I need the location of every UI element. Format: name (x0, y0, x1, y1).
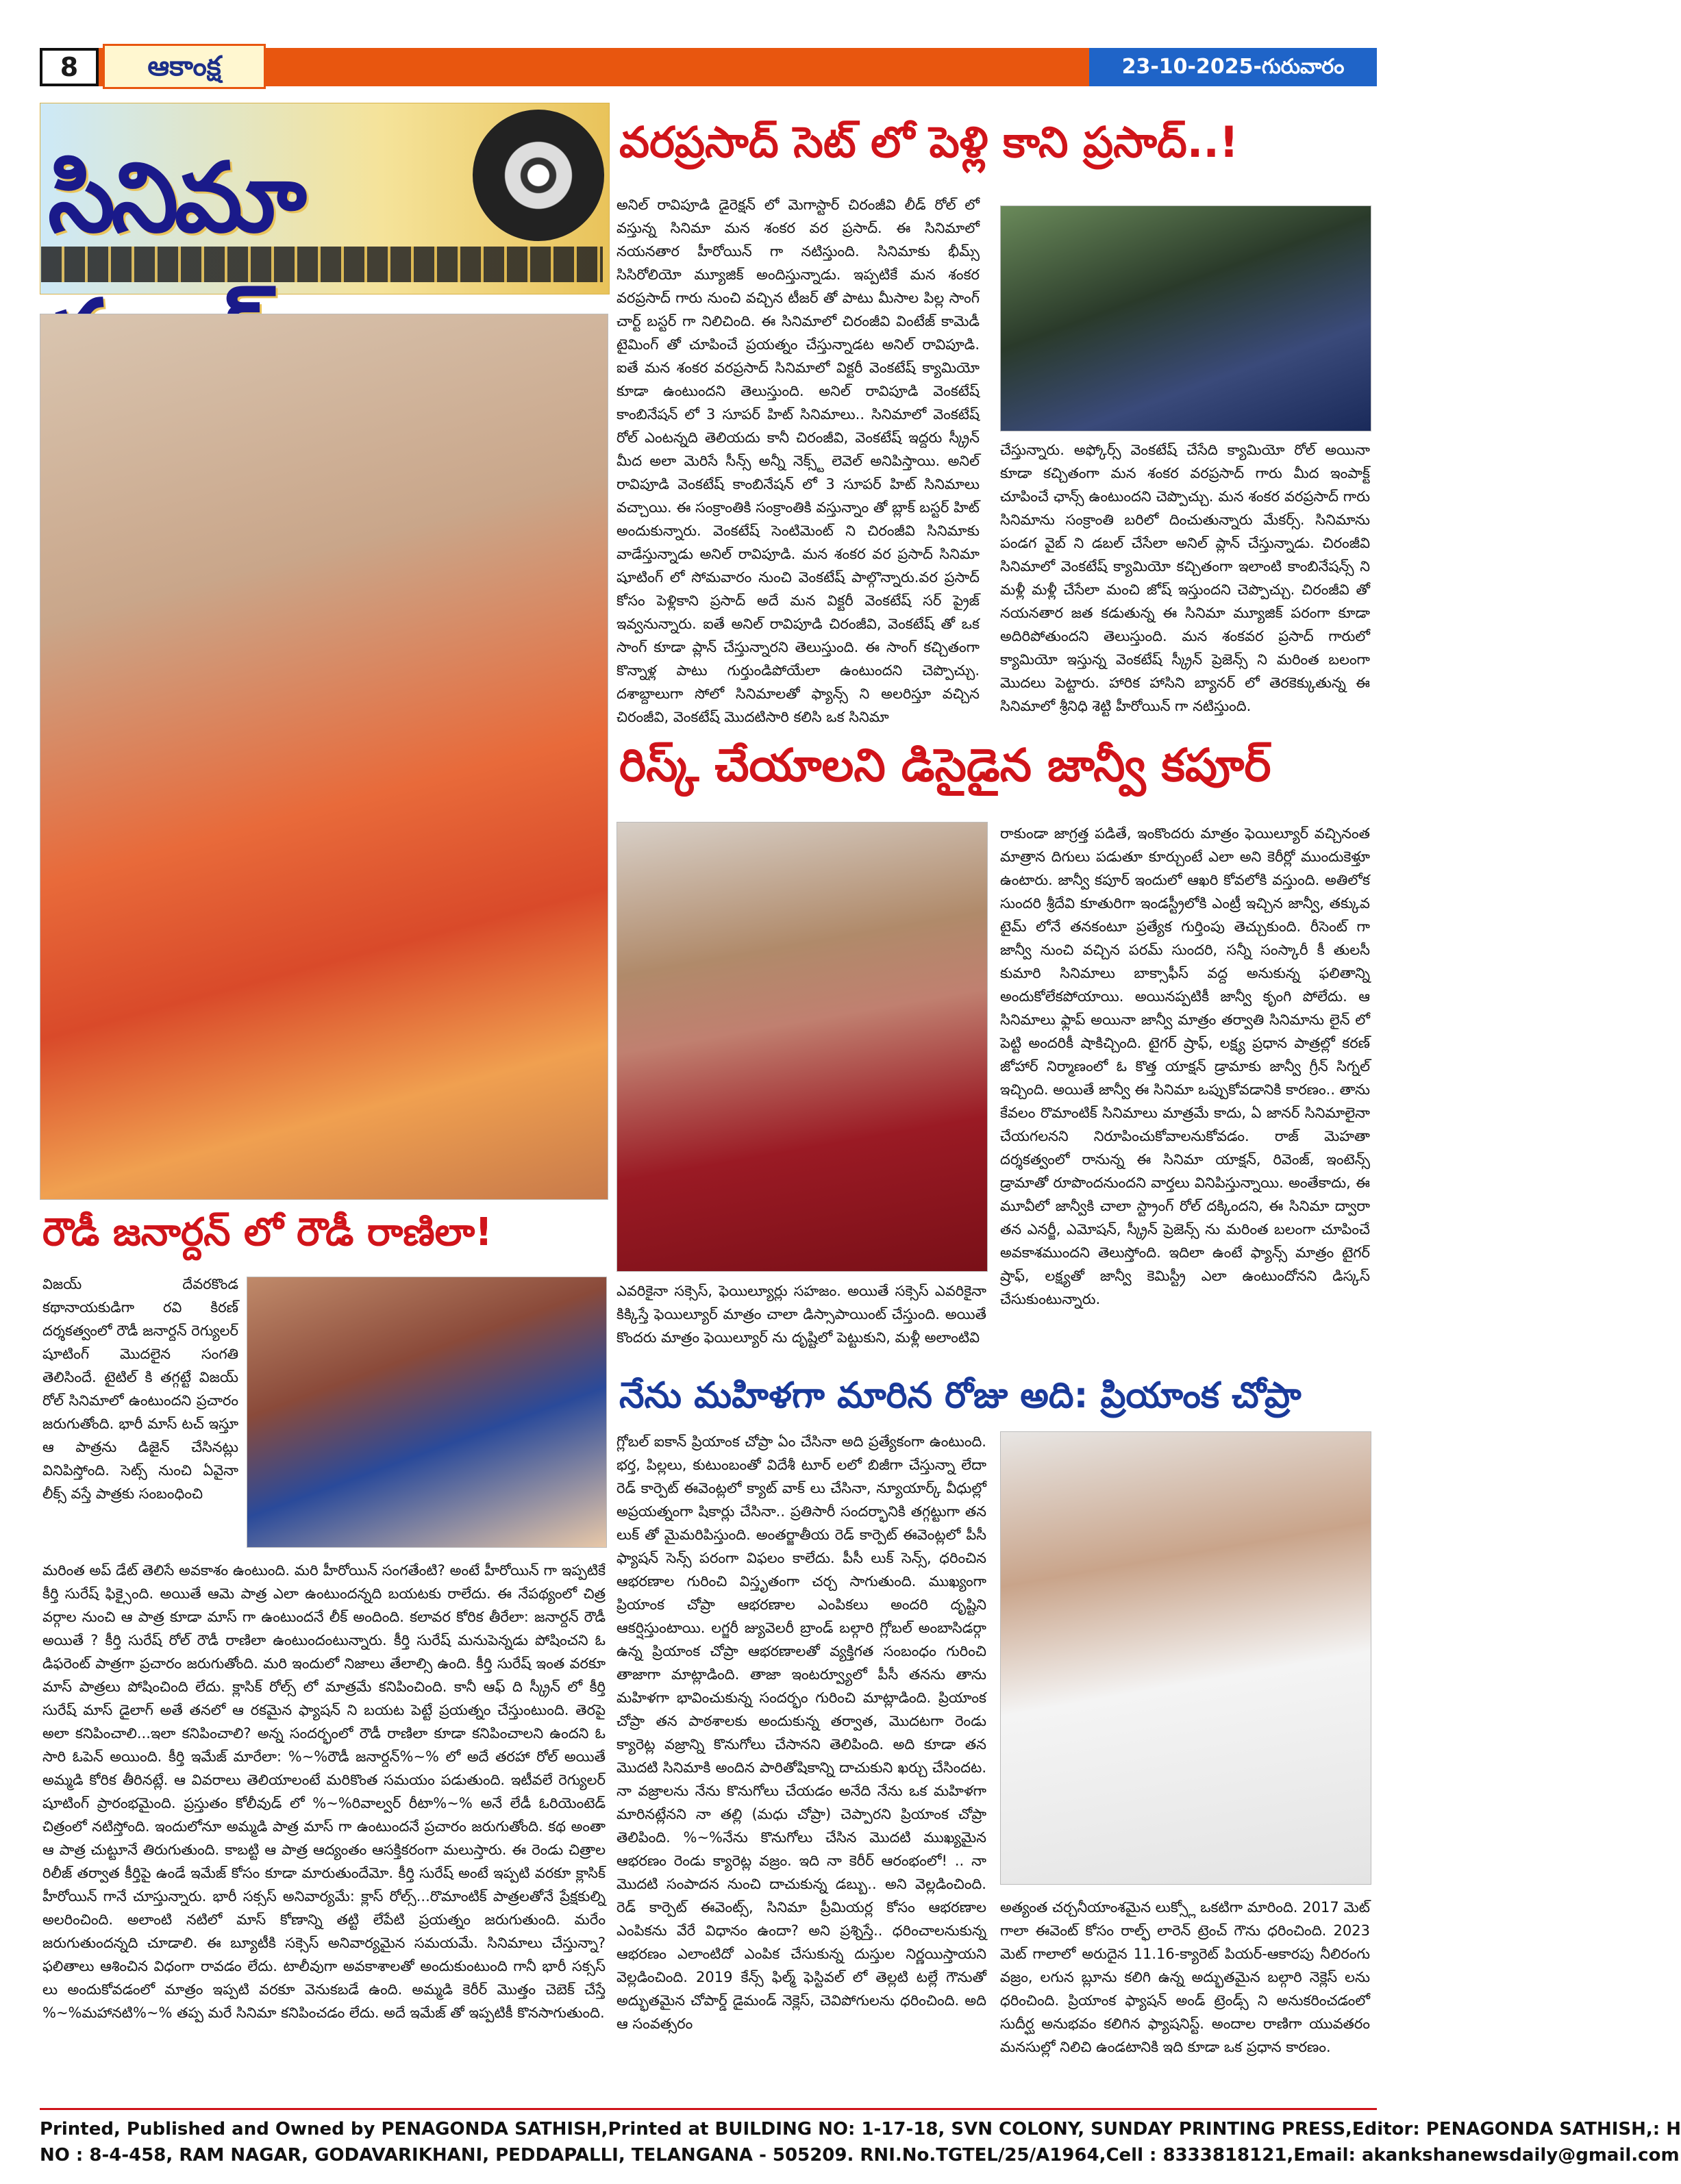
masthead-logo: ఆకాంక్ష (103, 44, 266, 89)
article3-column-left: గ్లోబల్ ఐకాన్ ప్రియాంక చోప్రా ఏం చేసినా అది ప్రత్యేకంగా ఉంటుంది. భర్త, పిల్లలు, కుటుంబంతో విదేశీ టూర్ లలో బిజీగా చేస్తున్నా లేదా రెడ్ కార్పెట్ ఈవెంట్లలో క్యాట్ వాక్ లు చేసినా, న్యూయార్క్ వీధుల్లో అప్రయత్నంగా షికార్లు చేసినా.. ప్రతిసారీ సందర్భానికి తగ్గట్టుగా తన లుక్ తో మైమరిపిస్తుంది. అంతర్జాతీయ రెడ్ కార్పెట్ ఈవెంట్లలో పీసీ ఫ్యాషన్ సెన్స్ పరంగా విఫలం కాలేదు. పీసీ లుక్ సెన్స్, ధరించిన ఆభరణాల గురించి విస్తృతంగా చర్చ సాగుతుంది. ముఖ్యంగా ప్రియాంక చోప్రా ఆభరణాల ఎంపికలు అందరి దృష్టిని ఆకర్షిస్తుంటాయి. లగ్జరీ జ్యువెలరీ బ్రాండ్ బల్గారి గ్లోబల్ అంబాసిడర్గా ఉన్న ప్రియాంక చోప్రా ఆభరణాలతో వ్యక్తిగత సంబంధం గురించి తాజాగా మాట్లాడింది. తాజా ఇంటర్వ్యూలో పీసీ తనను తాను మహిళగా భావించుకున్న సందర్భం గురించి మాట్లాడింది. ప్రియాంక చోప్రా తన పాఠశాలకు అందుకున్న తర్వాత, మొదటగా రెండు క్యారెట్ల వజ్రాన్ని కొనుగోలు చేసానని తెలిపింది. అది కూడా తన మొదటి సినిమాకి అందిన పారితోషికాన్ని దాచుకుని ఖర్చు చేసిందట. నా వజ్రాలను నేను కొనుగోలు చేయడం అనేది నేను ఒక మహిళగా మారినట్లేనని నా తల్లి (మధు చోప్రా) చెప్పారని ప్రియాంక చోప్రా తెలిపింది. %~%నేను కొనుగోలు చేసిన మొదటి ముఖ్యమైన ఆభరణం రెండు క్యారెట్ల వజ్రం. ఇది నా కెరీర్ ఆరంభంలో! .. నా మొదటి సంపాదన నుంచి దాచుకున్న డబ్బు.. అని వెల్లడించింది. రెడ్ కార్పెట్ ఈవెంట్స్, సినిమా ప్రీమియర్ల కోసం ఆభరణాల ఎంపికను వేరే విధానం ఉందా? అని ప్రశ్నిస్తే.. ధరించాలనుకున్న ఆభరణం ఎలాంటిదో ఎంపిక చేసుకున్న దుస్తుల నిర్ణయిస్తాయని వెల్లడించింది. 2019 కేన్స్ ఫిల్మ్ ఫెస్టివల్ లో తెల్లటి టల్లే గౌనుతో అద్భుతమైన చోపార్డ్ డైమండ్ నెక్లెస్, చెవిపోగులను ధరించింది. అది ఆ సంవత్సరం (617, 1433, 986, 2032)
janhvi-kapoor-photo (617, 822, 988, 1272)
article3-headline: నేను మహిళగా మారిన రోజు అది: ప్రియాంక చోప్రా (619, 1375, 1302, 1416)
actress-photo-large (40, 314, 608, 1200)
article1-headline: వరప్రసాద్ సెట్ లో పెళ్లి కాని ప్రసాద్..! (619, 117, 1239, 167)
article2-column-bottom: ఎవరికైనా సక్సెస్, ఫెయిల్యూర్లు సహజం. అయితే సక్సెస్ ఎవరికైనా కిక్కిస్తే ఫెయిల్యూర్ మాత్రం చాలా డిస్సాపాయింట్ చేస్తుంది. అయితే కొందరు మాత్రం ఫెయిల్యూర్ ను దృష్టిలో పెట్టుకుని, మళ్లీ అలాంటివి (617, 1283, 986, 1346)
imprint-line-1: Printed, Published and Owned by PENAGONDA SATHISH,Printed at BUILDING NO: 1-17-18, SVN COLONY, SUNDAY PRINTING PRESS,Editor: PENAGONDA SATHISH,: H (40, 2119, 1681, 2139)
priyanka-chopra-photo (1000, 1431, 1371, 1885)
article1-column-left: అనిల్ రావిపూడి డైరెక్షన్ లో మెగాస్టార్ చిరంజీవి లీడ్ రోల్ లో వస్తున్న సినిమా మన శంకర వర ప్రసాద్. ఈ సినిమాలో నయనతార హీరోయిన్ గా నటిస్తుంది. సినిమాకు భీమ్స్ సిసిరోలియో మ్యూజిక్ అందిస్తున్నాడు. ఇప్పటికే మన శంకర వరప్రసాద్ గారు నుంచి వచ్చిన టీజర్ తో పాటు మీసాల పిల్ల సాంగ్ చార్ట్ బస్టర్ గా నిలిచింది. ఈ సినిమాలో చిరంజీవి వింటేజ్ కామెడీ టైమింగ్ తో చూపించే ప్రయత్నం చేస్తున్నాడట అనిల్ రావిపూడి. ఐతే మన శంకర వరప్రసాద్ సినిమాలో విక్టరీ వెంకటేష్ క్యామియో కూడా ఉంటుందని తెలుస్తుంది. అనిల్ రావిపూడి వెంకటేష్ కాంబినేషన్ లో 3 సూపర్ హిట్ సినిమాలు.. సినిమాలో వెంకటేష్ రోల్ ఎంటన్నది తెలియదు కానీ చిరంజీవి, వెంకటేష్ ఇద్దరు స్క్రీన్ మీద అలా మెరిసే సీన్స్ అన్నీ నెక్స్ట్ లెవెల్ అనిపిస్తాయి. అనిల్ రావిపూడి వెంకటేష్ కాంబినేషన్ లో 3 సూపర్ హిట్ సినిమాలు వచ్చాయి. ఈ సంక్రాంతికి సంక్రాంతికి వస్తున్నాం తో బ్లాక్ బస్టర్ హిట్ అందుకున్నారు. వెంకటేష్ సెంటిమెంట్ ని చిరంజీవి సినిమాకు వాడేస్తున్నాడు అనిల్ రావిపూడి. మన శంకర వర ప్రసాద్ సినిమా షూటింగ్ లో సోమవారం నుంచి వెంకటేష్ పాల్గొన్నారు.వర ప్రసాద్ కోసం పెళ్లికాని ప్రసాద్ అదే మన విక్టరీ వెంకటేష్ సర్ ప్రైజ్ ఇవ్వనున్నారు. ఐతే అనిల్ రావిపూడి చిరంజీవి, వెంకటేష్ తో ఒక సాంగ్ కూడా ప్లాన్ చేస్తున్నారని తెలుస్తుంది. ఈ సాంగ్ కచ్చితంగా కొన్నాళ్ల పాటు గుర్తుండిపోయేలా ఉంటుందని చెప్పొచ్చు. దశాబ్దాలుగా సోలో సినిమాలతో ఫ్యాన్స్ ని అలరిస్తూ వచ్చిన చిరంజీవి, వెంకటేష్ మొదటిసారి కలిసి ఒక సినిమా (617, 197, 980, 725)
article2-headline: రిస్క్ చేయాలని డిసైడైన జాన్వీ కపూర్ (619, 739, 1271, 792)
imprint-line-2: NO : 8-4-458, RAM NAGAR, GODAVARIKHANI, PEDDAPALLI, TELANGANA - 505209. RNI.No.TGTEL/25/A1964,Cell : 8333818121,Email: akankshanewsdaily@gmail.com (40, 2145, 1680, 2166)
article4-column-full: మరింత అప్ డేట్ తెలిసే అవకాశం ఉంటుంది. మరి హీరోయిన్ సంగతేంటి? అంటే హీరోయిన్ గా ఇప్పటికే కీర్తి సురేష్ ఫిక్సైంది. అయితే ఆమె పాత్ర ఎలా ఉంటుందన్నది బయటకు రాలేదు. ఈ నేపథ్యంలో చిత్ర వర్గాల నుంచి ఆ పాత్ర కూడా మాస్ గా ఉంటుందనే లీక్ అందింది. కలావర కోరిక తీరేలా: జనార్దన్ రౌడీ అయితే ? కీర్తి సురేష్ రోల్ రౌడీ రాణిలా ఉంటుందంటున్నారు. కీర్తి సురేష్ మనుపెన్నడు పోషించని ఓ డిఫరెంట్ పాత్రగా ప్రచారం జరుగుతోంది. మరి ఇందులో నిజాలు తేలాల్సి ఉంది. కీర్తి సురేష్ ఇంత వరకూ మాస్ పాత్రలు పోషించింది లేదు. క్లాసిక్ రోల్స్ లో మాత్రమే కనిపించింది. కానీ ఆఫ్ ది స్క్రీన్ లో కీర్తి సురేష్ మాస్ డైలాగ్ అతే తనలో ఆ రకమైన ఫ్యాషన్ ని బయట పెట్టే ప్రయత్నం చేస్తుంటుంది. తెరపై అలా కనిపించాలి...ఇలా కనిపించాలి? అన్న సందర్భంలో రౌడీ రాణిలా కూడా కనిపించాలని ఉందని ఓ సారి ఓపెన్ అయింది. కీర్తి ఇమేజ్ మారేలా: %~%రౌడీ జనార్దన్%~% లో అదే తరహా రోల్ అయితే అమ్మడి కోరిక తీరినట్లే. ఆ వివరాలు తెలియాలంటే మరికొంత సమయం పడుతుంది. ఇటీవలే రెగ్యులర్ షూటింగ్ ప్రారంభమైంది. ప్రస్తుతం కోలీవుడ్ లో %~%రివాల్వర్ రీటా%~% అనే లేడీ ఓరియెంటెడ్ చిత్రంలో నటిస్తోంది. ఇందులోనూ అమ్మడి పాత్ర మాస్ గా ఉంటుందనే ప్రచారం జరుగుతోంది. కథ అంతా ఆ పాత్ర చుట్టూనే తిరుగుతుంది. కాబట్టి ఆ పాత్ర ఆద్యంతం ఆసక్తికరంగా మలుస్తారు. ఈ రెండు చిత్రాల రిలీజ్ తర్వాత కీర్తిపై ఉండే ఇమేజ్ కోసం కూడా మారుతుందేమో. కీర్తి సురేష్ అంటే ఇప్పటి వరకూ క్లాసిక్ హీరోయిన్ గానే చూస్తున్నారు. భారీ సక్సస్ అనివార్యమే: క్లాస్ రోల్స్...రొమాంటిక్ పాత్రలతోనే ప్రేక్షకుల్ని అలరించింది. అలాంటి నటిలో మాస్ కోణాన్ని తట్టి లేపేటి ప్రయత్నం జరుగుతుంది. మరేం జరుగుతుందన్నది చూడాలి. ఈ బ్యూటీకి సక్సెస్ అనివార్యమైన సమయమే. సినిమాలు చేస్తున్నా? ఫలితాలు ఆశించిన విధంగా రావడం లేదు. టాలీవుగా అవకాశాలతో అందుకుంటుంది గానీ భారీ సక్సస్ లు అందుకోవడంలో మాత్రం ఇప్పటి వరకూ వెనుకబడే ఉంది. అమ్మడి కెరీర్ మొత్తం చెబెక్ చేస్తే %~%మహానటి%~% తప్ప మరే సినిమా కనిపించడం లేదు. అదే ఇమేజ్ తో ఇప్పటికీ కొనసాగుతుంది. (42, 1562, 606, 2021)
page-number: 8 (40, 48, 99, 86)
article1-column-right: చేస్తున్నారు. అఫ్కోర్స్ వెంకటేష్ చేసేది క్యామియో రోల్ అయినా కూడా కచ్చితంగా మన శంకర వరప్రసాద్ గారు మీద ఇంపాక్ట్ చూపించే ఛాన్స్ ఉంటుందని చెప్పొచ్చు. మన శంకర వరప్రసాద్ గారు సినిమాను సంక్రాంతి బరిలో దించుతున్నారు మేకర్స్. సినిమాను పండగ వైబ్ ని డబల్ చేసేలా అనిల్ ప్లాన్ చేస్తున్నాడు. చిరంజీవి సినిమాలో వెంకటేష్ క్యామియో కచ్చితంగా ఇలాంటి కాంబినేషన్స్ ని మళ్లీ మళ్లీ చేసేలా మంచి జోష్ ఇస్తుందని చెప్పొచ్చు. చిరంజీవి తో నయనతార జత కడుతున్న ఈ సినిమా మ్యూజిక్ పరంగా కూడా అదిరిపోతుందని తెలుస్తుంది. మన శంకవర ప్రసాద్ గారులో క్యామియో ఇస్తున్న వెంకటేష్ స్క్రీన్ ప్రెజెన్స్ ని మరింత బలంగా మొదలు పెట్టారు. హారిక హాసిని బ్యానర్ లో తెరకెక్కుతున్న ఈ సినిమాలో శ్రీనిధి శెట్టి హీరోయిన్ గా నటిస్తుంది. (1000, 442, 1370, 714)
chiranjeevi-venkatesh-photo (1000, 205, 1371, 431)
banner-title: సినిమా (48, 142, 303, 254)
article4-headline: రౌడీ జనార్దన్ లో రౌడీ రాణిలా! (42, 1210, 493, 1255)
article2-column-right: రాకుండా జాగ్రత్త పడితే, ఇంకొందరు మాత్రం ఫెయిల్యూర్ వచ్చినంత మాత్రాన దిగులు పడుతూ కూర్చుంటే ఎలా అని కెరీర్లో ముందుకెళ్తూ ఉంటారు. జాన్వీ కపూర్ ఇందులో ఆఖరి కోవలోకి వస్తుంది. అతిలోక సుందరి శ్రీదేవి కూతురిగా ఇండస్ట్రీలోకి ఎంట్రీ ఇచ్చిన జాన్వీ, తక్కువ టైమ్ లోనే తనకంటూ ప్రత్యేక గుర్తింపు తెచ్చుకుంది. రీసెంట్ గా జాన్వీ నుంచి వచ్చిన పరమ్ సుందరి, సన్నీ సంస్కారీ కీ తులసీ కుమారి సినిమాలు బాక్సాఫీస్ వద్ద అనుకున్న ఫలితాన్ని అందుకోలేకపోయాయి. అయినప్పటికీ జాన్వీ కృంగి పోలేదు. ఆ సినిమాలు ఫ్లాప్ అయినా జాన్వీ మాత్రం తర్వాతి సినిమాను లైన్ లో పెట్టి అందరికీ షాకిచ్చింది. టైగర్ ష్రాఫ్, లక్ష్య ప్రధాన పాత్రల్లో కరణ్ జోహార్ నిర్మాణంలో ఓ కొత్త యాక్షన్ డ్రామాకు జాన్వీ గ్రీన్ సిగ్నల్ ఇచ్చింది. అయితే జాన్వీ ఈ సినిమా ఒప్పుకోవడానికి కారణం.. తాను కేవలం రొమాంటిక్ సినిమాలు మాత్రమే కాదు, ఏ జానర్ సినిమాలైనా చేయగలనని నిరూపించుకోవాలనుకోవడం. రాజ్ మెహతా దర్శకత్వంలో రానున్న ఈ సినిమా యాక్షన్, రివెంజ్, ఇంటెన్స్ డ్రామాతో రూపొందనుందని వార్తలు వినిపిస్తున్నాయి. అంతేకాదు, ఈ మూవీలో జాన్వీకి చాలా స్ట్రాంగ్ రోల్ దక్కిందని, ఈ సినిమా ద్వారా తన ఎనర్జీ, ఎమోషన్, స్క్రీన్ ప్రెజెన్స్ ను మరింత బలంగా చూపించే అవకాశముందని తెలుస్తోంది. ఇదిలా ఉంటే ఫ్యాన్స్ మాత్రం టైగర్ ష్రాఫ్, లక్ష్యతో జాన్వీ కెమిస్ట్రీ ఎలా ఉంటుందోనని డిస్కస్ చేసుకుంటున్నారు. (1000, 825, 1370, 1307)
imprint-footer (40, 2116, 1681, 2171)
rowdy-janardhan-still (247, 1277, 607, 1548)
film-reel-icon (473, 110, 604, 241)
article3-column-right: అత్యంత చర్చనీయాంశమైన లుక్స్లో ఒకటిగా మారింది. 2017 మెట్ గాలా ఈవెంట్ కోసం రాల్ఫ్ లారెన్ ట్రెంచ్ గౌను ధరించింది. 2023 మెట్ గాలాలో అరుదైన 11.16-క్యారెట్ పియర్-ఆకారపు నీలిరంగు వజ్రం, లగున బ్లూను కలిగి ఉన్న అద్భుతమైన బల్గారి నెక్లెస్ లను ధరించింది. ప్రియాంక ఫ్యాషన్ అండ్ ట్రెండ్స్ ని అనుకరించడంలో సుదీర్ఘ అనుభవం కలిగిన ఫ్యాషనిస్ట్. అందాల రాణిగా యువతరం మనసుల్లో నిలిచి ఉండటానికి ఇది కూడా ఒక ప్రధాన కారణం. (1000, 1899, 1370, 2055)
article4-column-narrow: విజయ్ దేవరకొండ కథానాయకుడిగా రవి కిరణ్ దర్శకత్వంలో రౌడీ జనార్దన్ రెగ్యులర్ షూటింగ్ మొదలైన సంగతి తెలిసిందే. టైటిల్ కి తగ్గట్టే విజయ్ రోల్ సినిమాలో ఉంటుందని ప్రచారం జరుగుతోంది. భారీ మాస్ టచ్ ఇస్తూ ఆ పాత్రను డిజైన్ చేసినట్లు వినిపిస్తోంది. సెట్స్ నుంచి ఏవైనా లీక్స్ వస్తే పాత్రకు సంబంధించి (42, 1276, 238, 1502)
footer-rule (40, 2108, 1377, 2110)
dateline: 23-10-2025-గురువారం (1121, 55, 1345, 79)
